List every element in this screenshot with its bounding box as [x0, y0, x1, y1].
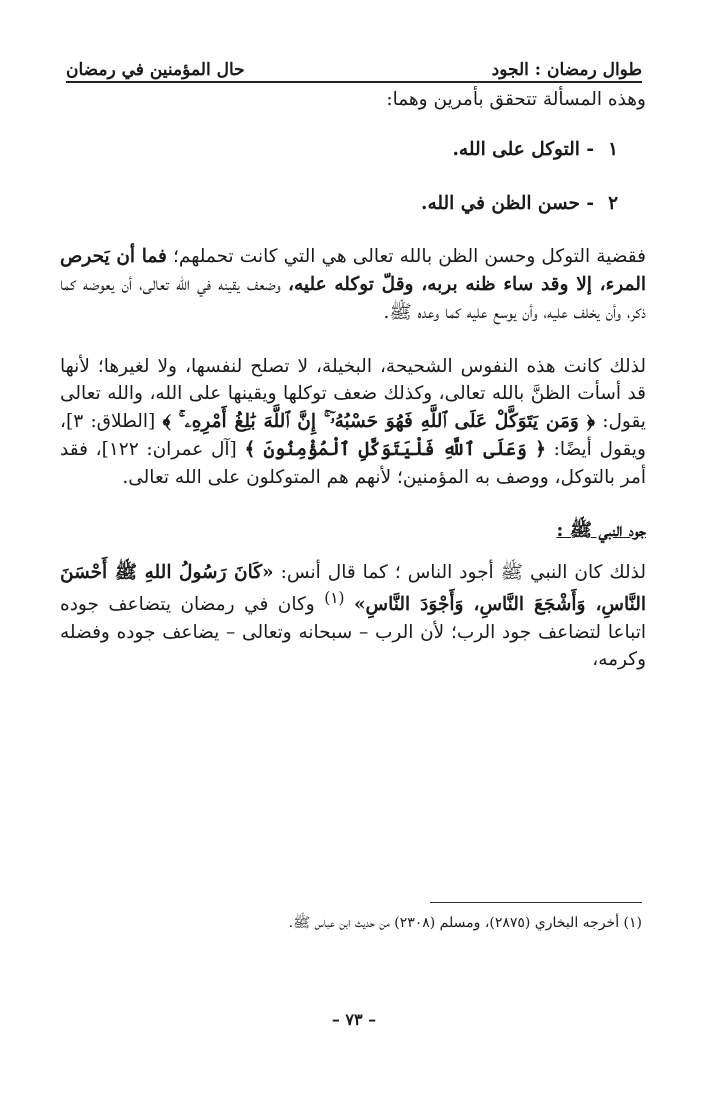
footnote-marker: (١)	[324, 588, 345, 607]
paragraph-text: فقد أمر بالتوكل، ووصف به المؤمنين؛ لأنهم هم المتوكلون على الله تعالى.	[60, 438, 646, 488]
footnote-rule	[430, 902, 642, 903]
list-text: - التوكل على الله.	[452, 138, 595, 160]
verse-reference: [آل عمران: ١٢٢]،	[95, 438, 237, 460]
section-heading: جود النبي ﷺ :	[556, 520, 646, 542]
list-number: ١	[608, 138, 618, 160]
quran-verse: ﴿ وَمَن يَتَوَكَّلْ عَلَى ٱللَّهِ فَهُوَ حَسْبُهُۥٓ ۚ إِنَّ ٱللَّهَ بَٰلِغُ أَمْرِهِۦ ۚ ﴾	[162, 411, 595, 432]
header-book-title: حال المؤمنين في رمضان	[66, 60, 245, 80]
paragraph-2	[60, 353, 646, 492]
paragraph-text: فقضية التوكل وحسن الظن بالله تعالى هي التي كانت تحملهم؛	[173, 246, 646, 268]
list-number: ٢	[608, 192, 618, 214]
emphasized-text: فما أن يَحرص المرء، إلا وقد ساء ظنه بربه، وقلّ توكله عليه،	[60, 246, 646, 295]
quran-verse: ﴿ وَعَلَى ٱللَّهِ فَلْيَتَوَكَّلِ ٱلْمُؤْمِنُونَ ﴾	[244, 438, 546, 460]
paragraph-3	[60, 559, 646, 674]
paragraph-text: وكان في رمضان يتضاعف جوده اتباعا لتضاعف جود الرب؛ لأن الرب – سبحانه وتعالى – يضاعف جوده وفضله وكرمه،	[60, 593, 646, 671]
running-header	[66, 48, 642, 80]
verse-reference: [الطلاق: ٣]،	[60, 411, 156, 432]
paragraph-1	[60, 243, 646, 326]
list-text: - حسن الظن في الله.	[421, 192, 595, 214]
header-chapter-title: طوال رمضان : الجود	[491, 60, 642, 80]
list-item-2	[60, 190, 618, 218]
paragraph-text: ويقول أيضًا:	[553, 438, 646, 460]
paragraph-text: لذلك كانت هذه النفوس الشحيحة، البخيلة، لا تصلح لنفسها، ولا لغيرها؛ لأنها قد أسأت الظنَّ بالله تعالى، وكذلك ضعف توكلها ويقينها على الله، والله تعالى يقول:	[60, 355, 646, 432]
paragraph-text: لذلك كان النبي ﷺ أجود الناس ؛ كما قال أنس:	[280, 562, 646, 583]
intro-line: وهذه المسألة تتحقق بأمرين وهما:	[386, 89, 646, 110]
header-rule	[66, 81, 642, 83]
footnote: (١) أخرجه البخاري (٢٨٧٥)، ومسلم (٢٣٠٨) من حديث ابن عباس ﷺ.	[288, 915, 642, 931]
hadith-quote: «كَانَ رَسُولُ اللهِ ﷺ أَحْسَنَ النَّاسِ، وَأَشْجَعَ النَّاسِ، وَأَجْوَدَ النَّاسِ»	[60, 562, 646, 615]
list-item-1	[60, 136, 618, 164]
page-body	[60, 86, 646, 674]
paragraph-text: وضعف يقينه في الله تعالى، أن يعوضه كما ذكر، وأن يخلف عليه، وأن يوسع عليه كما وعده ﷺ.	[60, 274, 646, 323]
page-number: – ٧٣ –	[331, 1010, 377, 1029]
